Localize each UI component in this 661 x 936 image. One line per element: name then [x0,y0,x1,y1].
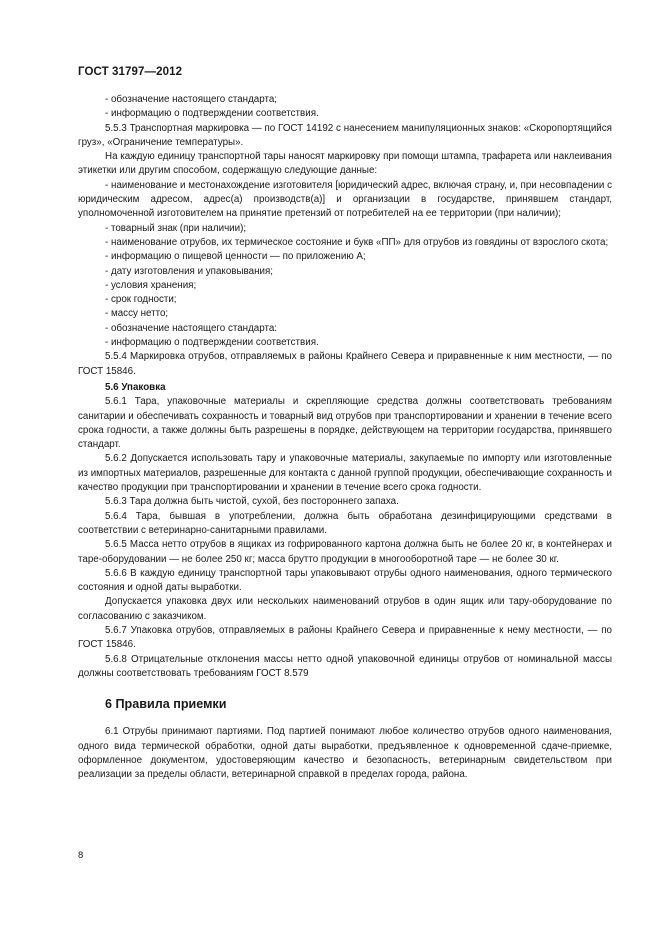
document-body [78,93,612,783]
standard-header: ГОСТ 31797—2012 [78,66,183,78]
paragraph: - массу нетто; [105,308,169,320]
paragraph: - товарный знак (при наличии); [105,222,247,234]
paragraph: - обозначение настоящего стандарта; [105,94,278,105]
paragraph: - наименование и местонахождение изготовителя [юридический адрес, включая страну, и, при несовпадении с юридическим адресом, адрес(а) производств(а)] и организации в государстве, принявшем стандарт, уполномоченной изготовителем на принятие претензий от потребителей на ее территории (при наличии); [78,179,612,220]
paragraph: - информацию о подтверждении соответствия. [105,337,319,349]
page-number: 8 [78,850,84,861]
paragraph: 5.6.3 Тара должна быть чистой, сухой, без постороннего запаха. [105,496,399,508]
paragraph: 5.6.1 Тара, упаковочные материалы и скрепляющие средства должны соответствовать требованиям санитарии и обеспечивать сохранность и товарный вид отрубов при транспортировании и хранении в течение всего срока годности, а также должны быть разрешены в порядке, действующем на территории государства, принявшего стандарт. [78,396,612,451]
paragraph: 5.6.6 В каждую единицу транспортной тары упаковывают отрубы одного наименования, одного термического состояния и одной даты выработки. [78,567,612,594]
paragraph: На каждую единицу транспортной тары наносят маркировку при помощи штампа, трафарета или наклеивания этикетки или другим способом, содержащую следующие данные: [78,151,612,177]
paragraph: 5.6.2 Допускается использовать тару и упаковочные материалы, закупаемые по импорту или изготовленные из импортных материалов, разрешенные для контакта с данной группой продукции, обеспечивающие сохранность и качество продукции при транспортировании и хранении в течение всего срока годности. [78,453,612,494]
paragraph: 5.5.3 Транспортная маркировка — по ГОСТ 14192 с нанесением манипуляционных знаков: «Скоропортящийся груз», «Ограничение температуры». [78,122,612,148]
paragraph: - наименование отрубов, их термическое состояние и букв «ПП» для отрубов из говядины от взрослого скота; [105,236,609,248]
paragraph: 6.1 Отрубы принимают партиями. Под партией понимают любое количество отрубов одного наименования, одного вида термической обработки, одной даты выработки, предъявленное к одновременной сдаче-приемке, оформленное документом, удостоверяющим качество и безопасность, ветеринарным свидетельством при реализации за пределы области, ветеринарной справкой в пределах города, района. [78,726,612,781]
paragraph: 5.6.8 Отрицательные отклонения массы нетто одной упаковочной единицы отрубов от номинальной массы должны соответствовать требованиям ГОСТ 8.579 [78,653,612,679]
paragraph: - дату изготовления и упаковывания; [105,265,273,277]
paragraph: - информацию о пищевой ценности — по приложению А; [105,251,366,263]
subsection-heading: 5.6 Упаковка [105,381,166,393]
paragraph: Допускается упаковка двух или нескольких наименований отрубов в один ящик или тару-оборудование по согласованию с заказчиком. [78,596,612,622]
paragraph: 5.5.4 Маркировка отрубов, отправляемых в районы Крайнего Севера и приравненные к ним местности, — по ГОСТ 15846. [78,351,612,377]
paragraph: - условия хранения; [105,279,197,291]
paragraph: 5.6.7 Упаковка отрубов, отправляемых в районы Крайнего Севера и приравненные к нему местности, — по ГОСТ 15846. [78,624,612,651]
section-heading: 6 Правила приемки [105,697,227,712]
paragraph: - обозначение настоящего стандарта: [105,322,278,334]
paragraph: - информацию о подтверждении соответствия. [105,108,319,120]
paragraph: 5.6.5 Масса нетто отрубов в ящиках из гофрированного картона должна быть не более 20 кг, в контейнерах и таре-оборудовании — не более 250 кг; масса брутто продукции в многооборотной таре — не более 30 кг. [78,539,612,565]
paragraph: - срок годности; [105,294,177,306]
paragraph: 5.6.4 Тара, бывшая в употреблении, должна быть обработана дезинфицирующими средствами в соответствии с ветеринарно-санитарными правилами. [78,510,612,536]
